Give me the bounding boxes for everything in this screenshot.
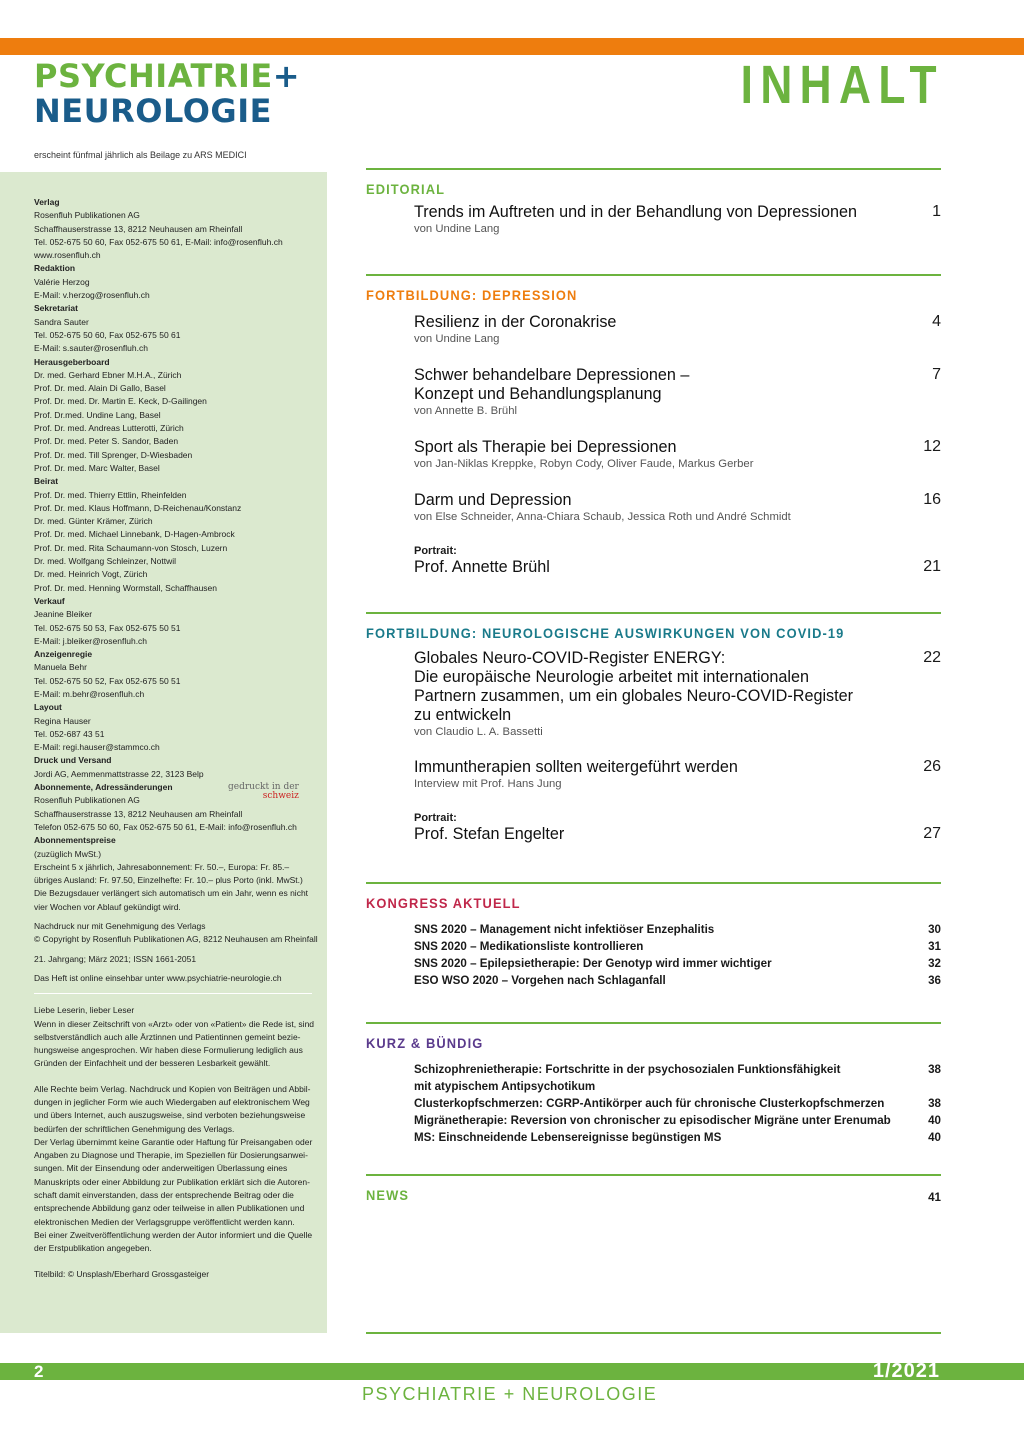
impressum-section — [34, 262, 319, 302]
rights-note-line: entsprechende Abbildung ganz oder teilweise in allen Publikationen und — [34, 1203, 305, 1214]
entry-title: Darm und Depression — [414, 491, 572, 509]
entry-page: 7 — [932, 366, 941, 383]
impressum-line: Prof. Dr. med. Michael Linnebank, D-Hagen-Ambrock — [34, 529, 235, 540]
gedruckt-in-der-schweiz-logo: gedruckt in der schweiz — [228, 782, 299, 801]
entry-title-line3: Partnern zusammen, um ein globales Neuro-COVID-Register — [414, 687, 854, 705]
impressum-line: Manuela Behr — [34, 662, 87, 673]
entry-author: Interview mit Prof. Hans Jung — [414, 778, 562, 790]
entry-title: Clusterkopfschmerzen: CGRP-Antikörper auch für chronische Clusterkopfschmerzen — [414, 1097, 885, 1110]
sidebar-divider — [34, 993, 312, 994]
impressum-line: Die Bezugsdauer verlängert sich automatisch um ein Jahr, wenn es nicht — [34, 888, 309, 899]
impressum-line: vier Wochen vor Ablauf gekündigt wird. — [34, 901, 181, 912]
rights-note-line: Alle Rechte beim Verlag. Nachdruck und Kopien von Beiträgen und Abbil- — [34, 1083, 311, 1094]
impressum-section — [34, 302, 319, 355]
reader-note-line: Wenn in dieser Zeitschrift von «Arzt» oder von «Patient» die Rede ist, sind — [34, 1018, 315, 1029]
entry-title: Prof. Annette Brühl — [414, 558, 550, 576]
section-heading: KURZ & BÜNDIG — [366, 1035, 484, 1051]
impressum-line: Jeanine Bleiker — [34, 609, 93, 620]
entry-title: MS: Einschneidende Lebensereignisse begünstigen MS — [414, 1131, 722, 1144]
rights-note-line: Angaben zu Diagnose und Therapie, im Speziellen für Dosierungsanwei- — [34, 1150, 308, 1161]
page-number: 2 — [34, 1362, 44, 1381]
impressum-section — [34, 754, 319, 781]
impressum-line: Prof. Dr. med. Andreas Lutterotti, Zürich — [34, 423, 184, 434]
entry-page: 40 — [928, 1131, 941, 1144]
entry-title: Trends im Auftreten und in der Behandlung von Depressionen — [414, 203, 858, 221]
rights-note-line: und übers Internet, auch auszugsweise, sind verboten beziehungsweise — [34, 1110, 306, 1121]
rights-note-line: schaft damit einverstanden, dass der entsprechende Beitrag oder die — [34, 1190, 294, 1201]
entry-page: 30 — [928, 923, 941, 936]
toc-entry[interactable] — [366, 1112, 941, 1129]
entry-title-line2: mit atypischem Antipsychotikum — [414, 1080, 596, 1093]
entry-title: Schizophrenietherapie: Fortschritte in der psychosozialen Funktionsfähigkeit — [414, 1063, 841, 1076]
footer-bar — [0, 1363, 1024, 1380]
impressum-line: Rosenfluh Publikationen AG — [34, 210, 140, 221]
entry-title: Sport als Therapie bei Depressionen — [414, 438, 677, 456]
impressum-line: Telefon 052-675 50 60, Fax 052-675 50 61, E-Mail: info@rosenfluh.ch — [34, 821, 297, 832]
impressum-line: E-Mail: regi.hauser@stammco.ch — [34, 742, 160, 753]
entry-author: von Jan-Niklas Kreppke, Robyn Cody, Oliver Faude, Markus Gerber — [414, 458, 754, 470]
reader-note-line: Gründen der Einfachheit und der besseren Lesbarkeit gewählt. — [34, 1058, 271, 1069]
section-depression — [366, 274, 941, 612]
impressum-heading: Anzeigenregie — [34, 649, 93, 660]
entry-page: 16 — [923, 491, 941, 508]
impressum-line: Dr. med. Heinrich Vogt, Zürich — [34, 569, 148, 580]
impressum-line: Sandra Sauter — [34, 316, 89, 327]
entry-title-line4: zu entwickeln — [414, 706, 512, 724]
impressum-line: Prof. Dr. med. Rita Schaumann-von Stosch, Luzern — [34, 542, 228, 553]
reader-note-line: selbstverständlich auch alle Ärztinnen und Patientinnen gemeint bezie- — [34, 1031, 301, 1042]
section-heading: NEWS — [366, 1187, 410, 1203]
toc-entry[interactable] — [366, 649, 941, 739]
impressum-note: 21. Jahrgang; März 2021; ISSN 1661-2051 — [34, 953, 197, 964]
entry-page: 1 — [932, 203, 941, 220]
section-kongress — [366, 882, 941, 1022]
section-editorial — [366, 168, 941, 274]
logo-psychiatrie: PSYCHIATRIE — [34, 57, 273, 95]
impressum-line: Tel. 052-675 50 52, Fax 052-675 50 51 — [34, 675, 181, 686]
entry-title: Migränetherapie: Reversion von chronischer zu episodischer Migräne unter Erenumab — [414, 1114, 891, 1127]
tagline: erscheint fünfmal jährlich als Beilage zu ARS MEDICI — [34, 150, 247, 160]
section-heading: EDITORIAL — [366, 181, 446, 197]
reader-note — [34, 1004, 319, 1070]
toc-portrait-entry[interactable] — [366, 544, 941, 577]
impressum-sidebar — [0, 172, 327, 1333]
entry-author: von Undine Lang — [414, 333, 500, 345]
impressum-section — [34, 648, 319, 701]
rights-note-line: der Erstpublikation angegeben. — [34, 1243, 152, 1254]
impressum-line: Prof. Dr. med. Henning Wormstall, Schaffhausen — [34, 582, 217, 593]
impressum-heading: Beirat — [34, 476, 59, 487]
top-color-bar — [0, 38, 1024, 55]
entry-page: 31 — [928, 940, 941, 953]
entry-page: 22 — [923, 649, 941, 666]
impressum-line: E-Mail: s.sauter@rosenfluh.ch — [34, 343, 148, 354]
reader-note-line: hungsweise angesprochen. Wir haben diese Formulierung lediglich aus — [34, 1045, 303, 1056]
section-kurz-buendig — [366, 1022, 941, 1174]
impressum-line: www.rosenfluh.ch — [34, 250, 101, 261]
toc-entry[interactable] — [366, 938, 941, 955]
entry-page: 27 — [923, 825, 941, 842]
entry-page: 26 — [923, 758, 941, 775]
impressum-line: Prof. Dr.med. Undine Lang, Basel — [34, 409, 161, 420]
entry-author: von Else Schneider, Anna-Chiara Schaub, Jessica Roth und André Schmidt — [414, 511, 791, 523]
section-covid — [366, 612, 941, 882]
journal-logo — [34, 57, 301, 130]
toc-entry[interactable] — [366, 203, 941, 236]
toc-entry[interactable] — [366, 1129, 941, 1146]
rights-note-line: Bei einer Zweitveröffentlichung werden der Autor informiert und die Quelle — [34, 1229, 313, 1240]
impressum-line: Regina Hauser — [34, 715, 91, 726]
entry-title: Prof. Stefan Engelter — [414, 825, 565, 843]
portrait-label: Portrait: — [414, 545, 457, 557]
impressum-heading: Redaktion — [34, 263, 76, 274]
impressum-line: Schaffhauserstrasse 13, 8212 Neuhausen am Rheinfall — [34, 808, 243, 819]
impressum-line: Schaffhauserstrasse 13, 8212 Neuhausen am Rheinfall — [34, 223, 243, 234]
entry-title-line2: Die europäische Neurologie arbeitet mit internationalen — [414, 668, 810, 686]
table-of-contents — [366, 168, 941, 1236]
impressum-line: Prof. Dr. med. Marc Walter, Basel — [34, 462, 160, 473]
impressum-line: Prof. Dr. med. Till Sprenger, D-Wiesbaden — [34, 449, 193, 460]
entry-page: 36 — [928, 974, 941, 987]
entry-page: 21 — [923, 558, 941, 575]
impressum-line: Dr. med. Wolfgang Schleinzer, Nottwil — [34, 556, 177, 567]
entry-author: von Undine Lang — [414, 223, 500, 235]
entry-title: Immuntherapien sollten weitergeführt werden — [414, 758, 738, 776]
impressum-notes — [34, 914, 319, 985]
toc-entry[interactable] — [366, 955, 941, 972]
entry-author: von Annette B. Brühl — [414, 405, 517, 417]
entry-page: 32 — [928, 957, 941, 970]
toc-entry[interactable] — [366, 491, 941, 524]
impressum-line: Prof. Dr. med. Dr. Martin E. Keck, D-Gailingen — [34, 396, 207, 407]
impressum-heading: Verkauf — [34, 595, 65, 606]
impressum-line: (zuzüglich MwSt.) — [34, 848, 102, 859]
impressum-heading: Druck und Versand — [34, 755, 112, 766]
entry-title: ESO WSO 2020 – Vorgehen nach Schlaganfall — [414, 974, 666, 987]
toc-entry[interactable] — [366, 438, 941, 471]
toc-entry[interactable] — [366, 1095, 941, 1112]
entry-title: Resilienz in der Coronakrise — [414, 313, 617, 331]
toc-entry[interactable] — [366, 921, 941, 938]
section-heading: FORTBILDUNG: DEPRESSION — [366, 287, 578, 303]
impressum-line: übriges Ausland: Fr. 97.50, Einzelhefte: Fr. 10.– plus Porto (inkl. MwSt.) — [34, 875, 303, 886]
entry-title: SNS 2020 – Medikationsliste kontrollieren — [414, 940, 644, 953]
impressum-line: Jordi AG, Aemmenmattstrasse 22, 3123 Belp — [34, 768, 204, 779]
impressum-line: Prof. Dr. med. Klaus Hoffmann, D-Reichenau/Konstanz — [34, 502, 242, 513]
entry-title: Globales Neuro-COVID-Register ENERGY: — [414, 649, 726, 667]
impressum-section — [34, 595, 319, 648]
rights-note-line: elektronischen Medien der Verlagsgruppe veröffentlicht werden kann. — [34, 1216, 295, 1227]
rights-note-line: dungen in jeglicher Form wie auch Wiedergaben auf elektronischem Weg — [34, 1097, 310, 1107]
impressum-line: Prof. Dr. med. Alain Di Gallo, Basel — [34, 383, 166, 394]
impressum-heading: Layout — [34, 702, 62, 713]
rights-note-line: sungen. Mit der Einsendung oder anderweitigen Überlassung eines — [34, 1163, 288, 1174]
entry-title: SNS 2020 – Management nicht infektiöser Enzephalitis — [414, 923, 715, 936]
toc-entry[interactable] — [366, 313, 941, 346]
entry-page: 12 — [923, 438, 941, 455]
impressum-section — [34, 196, 319, 262]
impressum-heading: Sekretariat — [34, 303, 78, 314]
impressum-note: Nachdruck nur mit Genehmigung des Verlags — [34, 921, 206, 932]
impressum-heading: Herausgeberboard — [34, 356, 110, 367]
journal-name-footer: PSYCHIATRIE + NEUROLOGIE — [362, 1384, 658, 1404]
section-heading: KONGRESS AKTUELL — [366, 895, 521, 911]
entry-page: 38 — [928, 1097, 941, 1110]
impressum-line: Dr. med. Gerhard Ebner M.H.A., Zürich — [34, 369, 182, 380]
entry-title-line2: Konzept und Behandlungsplanung — [414, 385, 662, 403]
toc-entry[interactable] — [366, 366, 941, 418]
impressum-section — [34, 356, 319, 476]
impressum-line: Tel. 052-675 50 60, Fax 052-675 50 61, E-Mail: info@rosenfluh.ch — [34, 236, 283, 247]
reader-note-line: Liebe Leserin, lieber Leser — [34, 1005, 135, 1016]
rights-note-line: Manuskripts oder einer Abbildung zur Publikation erklärt sich die Autoren- — [34, 1176, 310, 1187]
section-news — [366, 1174, 941, 1236]
logo-neurologie: NEUROLOGIE — [34, 92, 272, 130]
entry-author: von Claudio L. A. Bassetti — [414, 726, 543, 738]
cover-image-credit: Titelbild: © Unsplash/Eberhard Grossgasteiger — [34, 1268, 210, 1279]
entry-page: 4 — [932, 313, 941, 330]
entry-title: SNS 2020 – Epilepsietherapie: Der Genotyp wird immer wichtiger — [414, 957, 772, 970]
page-title: INHALT — [740, 55, 944, 115]
rights-note-line: Der Verlag übernimmt keine Garantie oder Haftung für Preisangaben oder — [34, 1136, 313, 1147]
impressum-line: Prof. Dr. med. Peter S. Sandor, Baden — [34, 436, 179, 447]
impressum-section — [34, 475, 319, 595]
impressum-line: Erscheint 5 x jährlich, Jahresabonnement: Fr. 50.–, Europa: Fr. 85.– — [34, 861, 290, 872]
impressum-section — [34, 834, 319, 914]
impressum-line: Prof. Dr. med. Thierry Ettlin, Rheinfelden — [34, 489, 187, 500]
impressum-line: E-Mail: j.bleiker@rosenfluh.ch — [34, 635, 148, 646]
entry-page: 38 — [928, 1063, 941, 1076]
issue-number: 1/2021 — [872, 1360, 940, 1382]
entry-title: Schwer behandelbare Depressionen – — [414, 366, 690, 384]
impressum-heading: Verlag — [34, 197, 60, 207]
toc-entry[interactable] — [366, 1061, 941, 1095]
bottom-divider — [366, 1332, 941, 1334]
impressum-line: Dr. med. Günter Krämer, Zürich — [34, 516, 153, 527]
entry-page: 41 — [928, 1191, 941, 1204]
toc-entry[interactable] — [366, 972, 941, 989]
rights-note — [34, 1083, 319, 1256]
entry-page: 40 — [928, 1114, 941, 1127]
impressum-line: E-Mail: m.behr@rosenfluh.ch — [34, 688, 145, 699]
impressum-line: Valérie Herzog — [34, 276, 90, 287]
impressum-line: Tel. 052-675 50 60, Fax 052-675 50 61 — [34, 329, 181, 340]
rights-note-line: bedürfen der schriftlichen Genehmigung des Verlags. — [34, 1123, 235, 1134]
impressum-heading: Abonnemente, Adressänderungen — [34, 782, 173, 793]
toc-portrait-entry[interactable] — [366, 811, 941, 844]
section-heading: FORTBILDUNG: NEUROLOGISCHE AUSWIRKUNGEN VON COVID-19 — [366, 625, 845, 641]
impressum-note: Das Heft ist online einsehbar unter www.psychiatrie-neurologie.ch — [34, 972, 282, 983]
impressum-line: E-Mail: v.herzog@rosenfluh.ch — [34, 290, 150, 301]
impressum-line: Tel. 052-687 43 51 — [34, 728, 105, 739]
impressum-heading: Abonnementspreise — [34, 835, 116, 846]
impressum-line: Rosenfluh Publikationen AG — [34, 795, 140, 806]
impressum-section — [34, 701, 319, 754]
impressum-line: Tel. 052-675 50 53, Fax 052-675 50 51 — [34, 622, 181, 633]
toc-entry[interactable] — [366, 758, 941, 791]
portrait-label: Portrait: — [414, 812, 457, 824]
impressum-note: © Copyright by Rosenfluh Publikationen AG, 8212 Neuhausen am Rheinfall — [34, 934, 318, 945]
logo-plus: + — [272, 57, 301, 95]
